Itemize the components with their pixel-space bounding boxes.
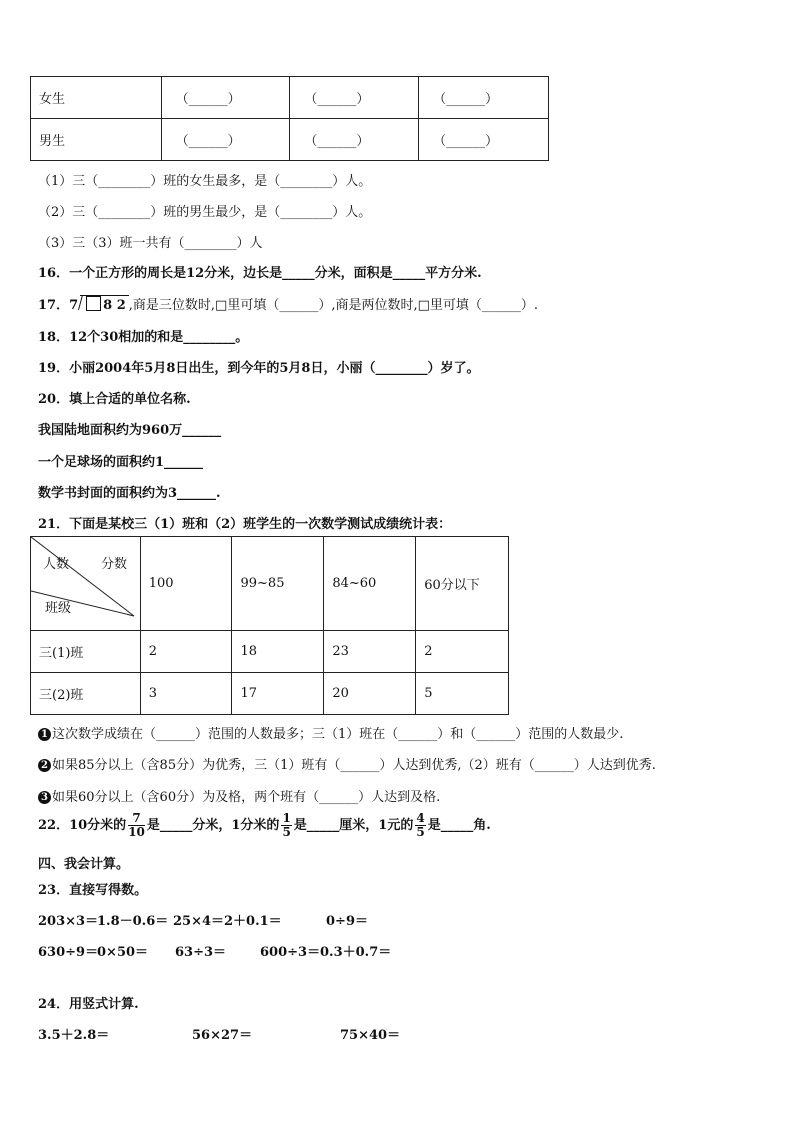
- calc-item: 630÷9＝: [38, 945, 99, 960]
- question-23-title: 23．直接写得数。: [38, 883, 148, 898]
- question-21-title: 21．下面是某校三（1）班和（2）班学生的一次数学测试成绩统计表：: [38, 517, 452, 532]
- diagonal-header-cell: [31, 537, 141, 631]
- table-row: [31, 119, 549, 161]
- table-cell: 5: [416, 673, 509, 715]
- table-cell: 3: [140, 673, 232, 715]
- calc-item: 1.8－0.6＝: [97, 914, 169, 929]
- q15-sub3: （3）三（3）班一共有（________）人: [38, 236, 263, 251]
- calc-item: 63÷3＝: [175, 945, 227, 960]
- q20-line3: 数学书封面的面积约为3______.: [38, 486, 221, 501]
- section-four-heading: 四、我会计算。: [38, 857, 130, 872]
- table-cell: 2: [140, 631, 232, 673]
- column-header: 60分以下: [416, 537, 509, 631]
- question-17: [38, 294, 538, 313]
- corner-label-score: 分数: [101, 557, 128, 572]
- q21-sub2-text: 如果85分以上（含85分）为优秀，三（1）班有（______）人达到优秀,（2）班有（______）人达到优秀.: [52, 758, 656, 773]
- row-label: 女生: [31, 77, 162, 119]
- blank-cell: （______）: [161, 119, 290, 161]
- question-18: 18．12个30相加的和是________。: [38, 330, 249, 345]
- table-cell: 2: [416, 631, 509, 673]
- question-22: [38, 812, 491, 839]
- table-row: [31, 673, 509, 715]
- calc-item: 0.3＋0.7＝: [320, 945, 392, 960]
- table-cell: 17: [232, 673, 324, 715]
- denominator: 10: [128, 825, 145, 839]
- table-cell: 20: [324, 673, 416, 715]
- denominator: 5: [282, 825, 291, 839]
- blank-cell: （______）: [419, 119, 549, 161]
- table-row: [31, 77, 549, 119]
- q15-sub1: （1）三（________）班的女生最多，是（________）人。: [38, 174, 372, 189]
- fraction-7-10: [128, 812, 145, 839]
- q22-part4: 是_____角.: [427, 818, 491, 833]
- q21-sub1: [38, 723, 623, 742]
- q17-text: ,商是三位数时,□里可填（______）,商是两位数时,□里可填（______）.: [128, 298, 538, 313]
- calc-item: 600÷3＝: [260, 945, 321, 960]
- question-16: 16．一个正方形的周长是12分米，边长是_____分米，面积是_____平方分米.: [38, 266, 482, 281]
- column-header: 100: [140, 537, 232, 631]
- column-header: 84~60: [324, 537, 416, 631]
- numerator: 1: [282, 811, 291, 825]
- q21-sub2: [38, 754, 656, 773]
- blank-cell: （______）: [290, 77, 419, 119]
- table-cell: 23: [324, 631, 416, 673]
- blank-cell: （______）: [290, 119, 419, 161]
- q22-part1: 22．10分米的: [38, 818, 127, 833]
- vertical-calc-item: 56×27＝: [192, 1028, 253, 1043]
- q22-part3: 是_____厘米，1元的: [293, 818, 414, 833]
- q20-line1: 我国陆地面积约为960万______: [38, 423, 222, 438]
- denominator: 5: [416, 825, 425, 839]
- question-24-title: 24．用竖式计算.: [38, 997, 139, 1012]
- calc-item: 203×3＝: [38, 914, 99, 929]
- q21-sub3: [38, 786, 440, 805]
- circled-number: 2: [38, 759, 51, 772]
- calc-item: 0÷9＝: [326, 914, 368, 929]
- vertical-calc-item: 3.5＋2.8＝: [38, 1028, 110, 1043]
- corner-label-class: 班级: [45, 601, 72, 616]
- numerator: 7: [128, 812, 145, 826]
- diagonal-lines: [31, 537, 141, 631]
- column-header: 99~85: [232, 537, 324, 631]
- q15-sub2: （2）三（________）班的男生最少，是（________）人。: [38, 205, 372, 220]
- table-header-row: [31, 537, 509, 631]
- q21-sub3-text: 如果60分以上（含60分）为及格，两个班有（______）人达到及格.: [52, 790, 441, 805]
- calc-item: 2＋0.1＝: [224, 914, 282, 929]
- q17-number: 17．7: [38, 298, 79, 313]
- dividend-digits: 8 2: [103, 298, 126, 313]
- table-cell: 18: [232, 631, 324, 673]
- question-19: 19．小丽2004年5月8日出生，到今年的5月8日，小丽（________）岁了。: [38, 361, 480, 376]
- q20-line2: 一个足球场的面积约1______: [38, 455, 204, 470]
- row-label: 三(2)班: [31, 673, 141, 715]
- blank-cell: （______）: [161, 77, 290, 119]
- circled-number: 1: [38, 728, 51, 741]
- q21-sub1-text: 这次数学成绩在（______）范围的人数最多；三（1）班在（______）和（______）范围的人数最少.: [52, 727, 624, 742]
- circled-number: 3: [38, 791, 51, 804]
- vertical-calc-item: 75×40＝: [340, 1028, 401, 1043]
- numerator: 4: [416, 811, 425, 825]
- blank-square: [86, 296, 101, 311]
- fraction-4-5: [415, 812, 425, 839]
- row-label: 三(1)班: [31, 631, 141, 673]
- calc-item: 0×50＝: [97, 945, 149, 960]
- division-bracket: [80, 295, 129, 313]
- corner-label-people: 人数: [43, 557, 70, 572]
- score-table: [30, 536, 509, 715]
- row-label: 男生: [31, 119, 162, 161]
- blank-cell: （______）: [419, 77, 549, 119]
- question-20-title: 20．填上合适的单位名称.: [38, 392, 191, 407]
- fraction-1-5: [281, 812, 291, 839]
- table-row: [31, 631, 509, 673]
- calc-item: 25×4＝: [173, 914, 225, 929]
- gender-table: [30, 76, 549, 161]
- q22-part2: 是_____分米，1分米的: [146, 818, 280, 833]
